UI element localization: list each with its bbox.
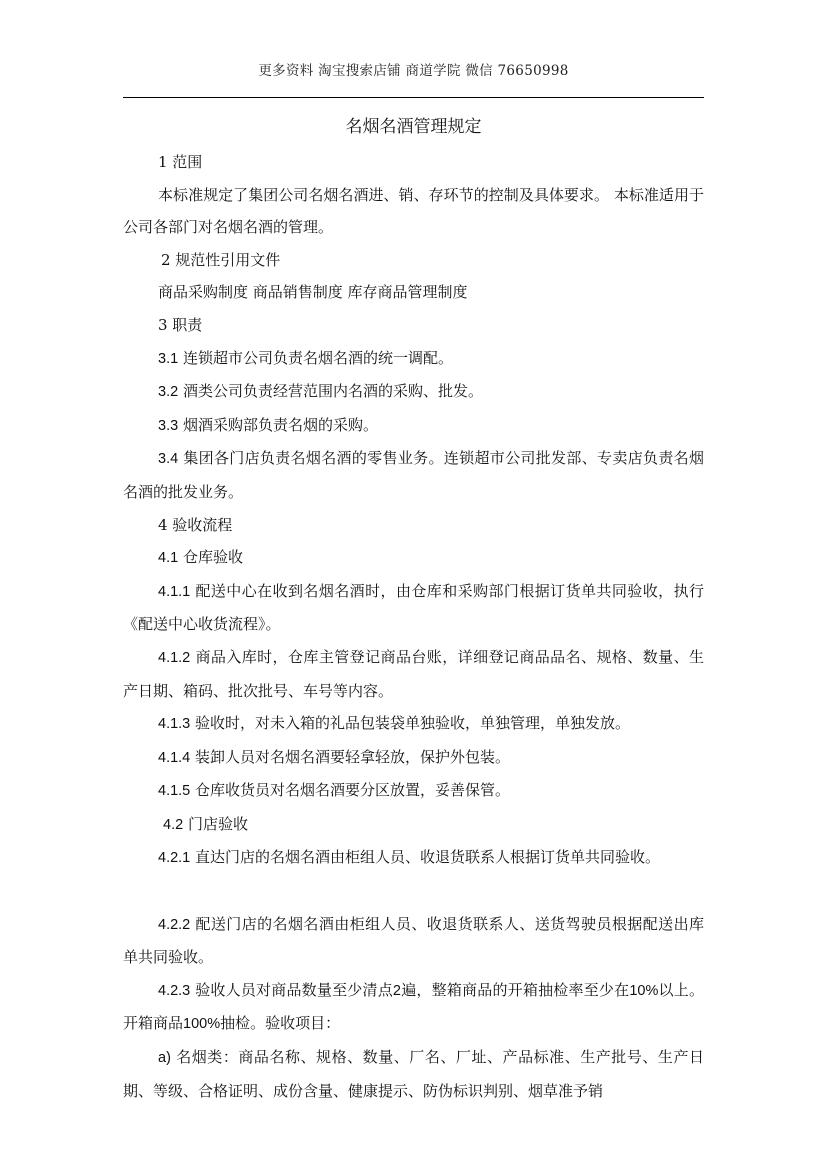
clause-4-1: [123, 541, 704, 575]
clause-number: 4.1.3: [158, 716, 191, 733]
clause-4-1-3: [123, 707, 704, 741]
clause-text: 遍，整箱商品的开箱抽检率至少在: [401, 980, 630, 999]
document-body: [123, 146, 704, 1107]
clause-text: 直达门店的名烟名酒由柜组人员、收退货联系人根据订货单共同验收。: [190, 848, 661, 867]
section-4-heading: 4 验收流程: [158, 515, 233, 534]
clause-number: 4.1: [158, 550, 179, 567]
clause-3-3: [123, 409, 704, 443]
full-inspection-rate: 100%: [183, 1016, 221, 1033]
clause-text: 验收人员对商品数量至少清点: [190, 980, 393, 999]
clause-4-1-2: [123, 641, 704, 707]
section-1-paragraph: 本标准规定了集团公司名烟名酒进、销、存环节的控制及具体要求。 本标准适用于公司各部门对名烟名酒的管理。: [123, 185, 704, 237]
clause-4-2-2: [123, 908, 704, 974]
clause-4-2-3: [123, 974, 704, 1041]
list-marker: a): [158, 1050, 171, 1067]
clause-number: 4.1.5: [158, 783, 191, 800]
clause-number: 4.2.1: [158, 850, 191, 867]
clause-number: 4.1.4: [158, 749, 191, 766]
clause-text: 连锁超市公司负责名烟名酒的统一调配。: [178, 348, 453, 367]
clause-4-1-4: [123, 741, 704, 775]
clause-text: 装卸人员对名烟名酒要轻拿轻放，保护外包装。: [190, 747, 511, 766]
header-divider: [123, 97, 704, 98]
clause-text: 门店验收: [183, 814, 248, 833]
list-item-a: [123, 1041, 704, 1107]
clause-4-1-5: [123, 774, 704, 808]
clause-text: 仓库验收: [178, 548, 243, 567]
clause-number: 4.1.1: [158, 583, 191, 600]
section-3-heading: 3 职责: [158, 315, 203, 334]
clause-3-1: [123, 342, 704, 376]
clause-number: 3.1: [158, 350, 179, 367]
document-title: 名烟名酒管理规定: [345, 117, 482, 137]
blank-line: [123, 875, 704, 908]
clause-text: 抽检。验收项目：: [220, 1014, 341, 1033]
clause-text: 仓库收货员对名烟名酒要分区放置，妥善保管。: [190, 781, 511, 800]
clause-number: 3.4: [158, 451, 179, 468]
clause-text: 酒类公司负责经营范围内名酒的采购、批发。: [178, 382, 483, 401]
clause-number: 4.1.2: [158, 649, 191, 666]
clause-4-2-1: [123, 841, 704, 875]
clause-text: 集团各门店负责名烟名酒的零售业务。连锁超市公司批发部、专卖店负责名烟名酒的批发业务。: [123, 449, 704, 501]
clause-text: 配送门店的名烟名酒由柜组人员、收退货联系人、送货驾驶员根据配送出库单共同验收。: [123, 914, 704, 967]
section-1-heading: 1 范围: [158, 153, 203, 171]
page-header: 更多资料 淘宝搜索店铺 商道学院 微信 76650998: [258, 63, 569, 79]
clause-text: 商品入库时，仓库主管登记商品台账，详细登记商品品名、规格、数量、生产日期、箱码、批次批号、车号等内容。: [123, 647, 704, 700]
section-2-heading: 2 规范性引用文件: [161, 250, 281, 269]
count-value: 2: [392, 982, 401, 999]
clause-number: 4.2: [163, 816, 184, 833]
sampling-rate: 10%: [629, 982, 659, 999]
clause-number: 3.3: [158, 417, 179, 434]
clause-number: 3.2: [158, 384, 179, 401]
clause-3-2: [123, 375, 704, 409]
clause-text: 配送中心在收到名烟名酒时，由仓库和采购部门根据订货单共同验收，执行《配送中心收货流程》。: [123, 581, 704, 634]
clause-3-4: [123, 442, 704, 508]
clause-text: 烟酒采购部负责名烟的采购。: [178, 415, 378, 434]
section-2-paragraph: 商品采购制度 商品销售制度 库存商品管理制度: [158, 283, 468, 302]
clause-number: 4.2.2: [158, 916, 191, 933]
clause-4-1-1: [123, 575, 704, 641]
clause-text: 验收时，对未入箱的礼品包装袋单独验收，单独管理，单独发放。: [190, 714, 631, 733]
clause-number: 4.2.3: [158, 982, 191, 999]
clause-4-2: [123, 808, 704, 842]
clause-text: 以上。开箱商品: [123, 980, 704, 1033]
list-item-text: 名烟类：商品名称、规格、数量、厂名、厂址、产品标准、生产批号、生产日期、等级、合格证明、成份含量、健康提示、防伪标识判别、烟草准予销: [123, 1048, 704, 1100]
